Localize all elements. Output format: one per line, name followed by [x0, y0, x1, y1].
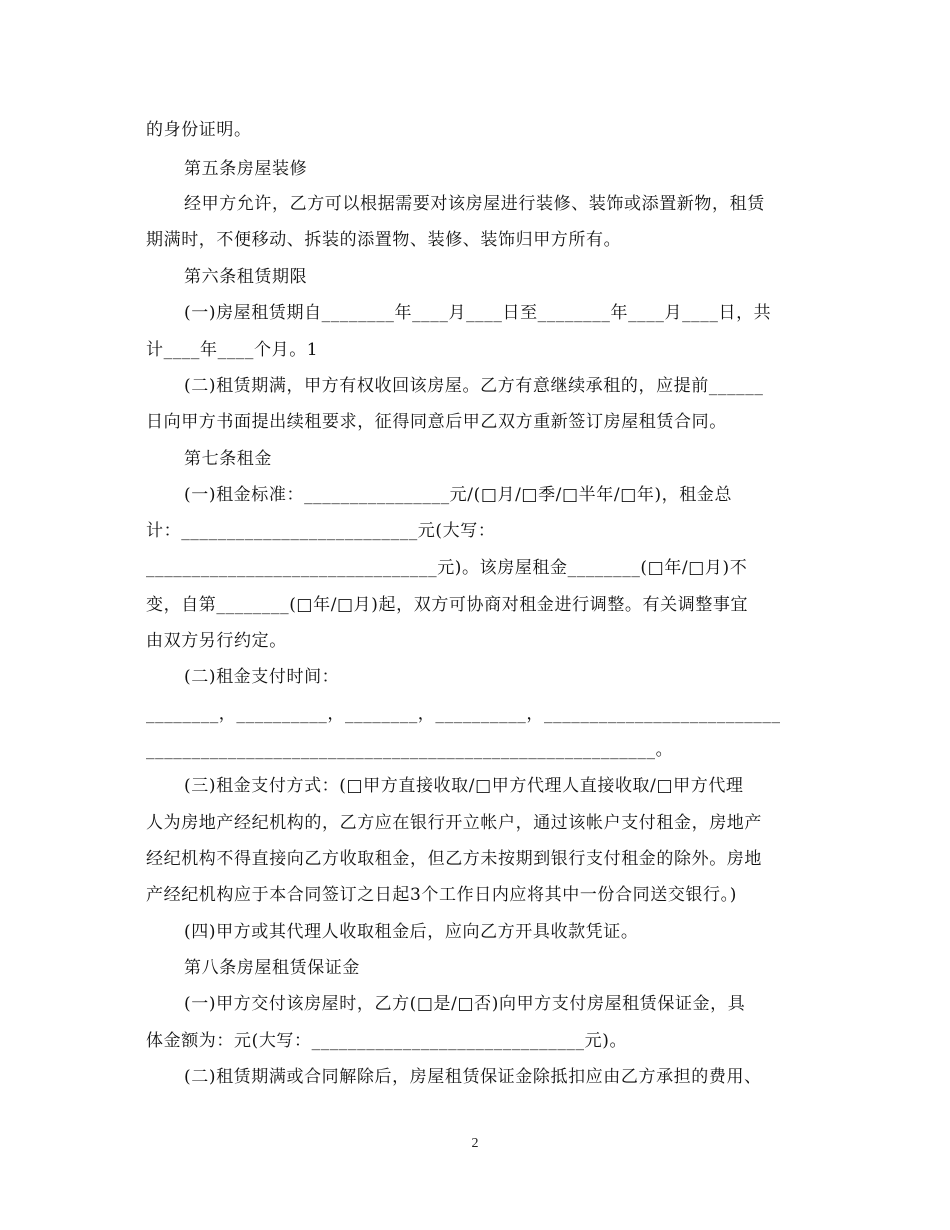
- text-line: (三)租金支付方式：(□甲方直接收取/□甲方代理人直接收取/□甲方代理: [184, 776, 744, 796]
- text-line: ________________________________________________________。: [146, 740, 674, 760]
- article-heading: 第八条房屋租赁保证金: [184, 958, 360, 978]
- text-line: 计：__________________________元(大写：: [146, 521, 496, 541]
- text-line: (二)租赁期满，甲方有权收回该房屋。乙方有意继续承租的，应提前______: [184, 376, 764, 396]
- article-heading: 第六条租赁期限: [184, 267, 308, 287]
- text-line: 日向甲方书面提出续租要求，征得同意后甲乙双方重新签订房屋租赁合同。: [146, 412, 727, 432]
- text-line: 期满时，不便移动、拆装的添置物、装修、装饰归甲方所有。: [146, 230, 622, 250]
- article-heading: 第七条租金: [184, 449, 272, 469]
- text-line: (二)租赁期满或合同解除后，房屋租赁保证金除抵扣应由乙方承担的费用、: [184, 1067, 762, 1087]
- text-line: 体金额为：元(大写：______________________________元)。: [146, 1031, 628, 1051]
- text-line: 人为房地产经纪机构的，乙方应在银行开立帐户，通过该帐户支付租金，房地产: [146, 813, 762, 833]
- text-line: 经甲方允许，乙方可以根据需要对该房屋进行装修、装饰或添置新物，租赁: [184, 194, 765, 214]
- text-line: (一)租金标准：________________元/(□月/□季/□半年/□年)，租金总: [184, 485, 733, 505]
- text-line: 由双方另行约定。: [146, 631, 287, 651]
- text-line: 变，自第________(□年/□月)起，双方可协商对租金进行调整。有关调整事宜: [146, 595, 749, 615]
- article-heading: 第五条房屋装修: [184, 159, 308, 179]
- text-line: ________________________________元)。该房屋租金________(□年/□月)不: [146, 558, 748, 578]
- page-number: 2: [471, 1136, 479, 1151]
- text-line: 的身份证明。: [146, 120, 252, 140]
- text-line: (二)租金支付时间：: [184, 667, 340, 687]
- text-line: 计____年____个月。1: [146, 340, 319, 360]
- text-line: (一)甲方交付该房屋时，乙方(□是/□否)向甲方支付房屋租赁保证金，具: [184, 994, 746, 1014]
- text-line: (四)甲方或其代理人收取租金后，应向乙方开具收款凭证。: [184, 922, 639, 942]
- text-line: 经纪机构不得直接向乙方收取租金，但乙方未按期到银行支付租金的除外。房地: [146, 849, 762, 869]
- text-line: (一)房屋租赁期自________年____月____日至________年____月____日，共: [184, 303, 772, 323]
- text-line: ________，__________，________，__________，__________________________: [146, 704, 781, 724]
- text-line: 产经纪机构应于本合同签订之日起3个工作日内应将其中一份合同送交银行。): [146, 885, 737, 905]
